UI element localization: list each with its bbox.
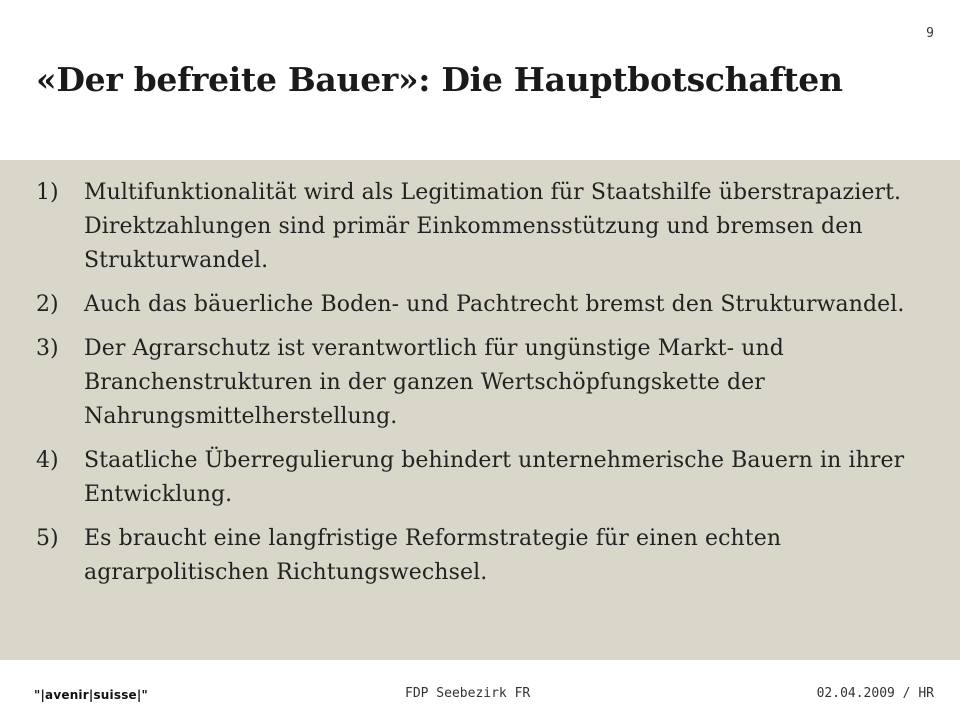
list-item-text: Multifunktionalität wird als Legitimation für Staatshilfe überstrapaziert. Direktzahlungen sind primär Einkommensstützung und bremsen den Strukturwandel.	[84, 180, 902, 273]
list-item-text: Staatliche Überregulierung behindert unternehmerische Bauern in ihrer Entwicklung.	[84, 448, 905, 507]
list-item-number: 3)	[36, 336, 59, 361]
list-item-number: 1)	[36, 180, 59, 205]
list-item	[36, 332, 936, 434]
list-item-number: 5)	[36, 526, 59, 551]
list-item-text: Der Agrarschutz ist verantwortlich für ungünstige Markt- und Branchenstrukturen in der ganzen Wertschöpfungskette der Nahrungsmittelherstellung.	[84, 336, 784, 429]
content-panel	[0, 160, 960, 660]
list-item-number: 4)	[36, 448, 59, 473]
list-item	[36, 522, 936, 590]
list-item	[36, 288, 936, 322]
list-item	[36, 444, 936, 512]
list-item-number: 2)	[36, 292, 59, 317]
avenir-suisse-logo: "|avenir|suisse|"	[34, 688, 148, 702]
key-messages-list	[36, 176, 936, 600]
footer-date-author: 02.04.2009 / HR	[816, 686, 934, 701]
page-number: 9	[926, 26, 934, 41]
slide-title: «Der befreite Bauer»: Die Hauptbotschaften	[36, 60, 843, 99]
footer-event-label: FDP Seebezirk FR	[405, 686, 531, 701]
list-item	[36, 176, 936, 278]
list-item-text: Auch das bäuerliche Boden- und Pachtrecht bremst den Strukturwandel.	[84, 292, 905, 317]
list-item-text: Es braucht eine langfristige Reformstrategie für einen echten agrarpolitischen Richtungswechsel.	[84, 526, 782, 585]
